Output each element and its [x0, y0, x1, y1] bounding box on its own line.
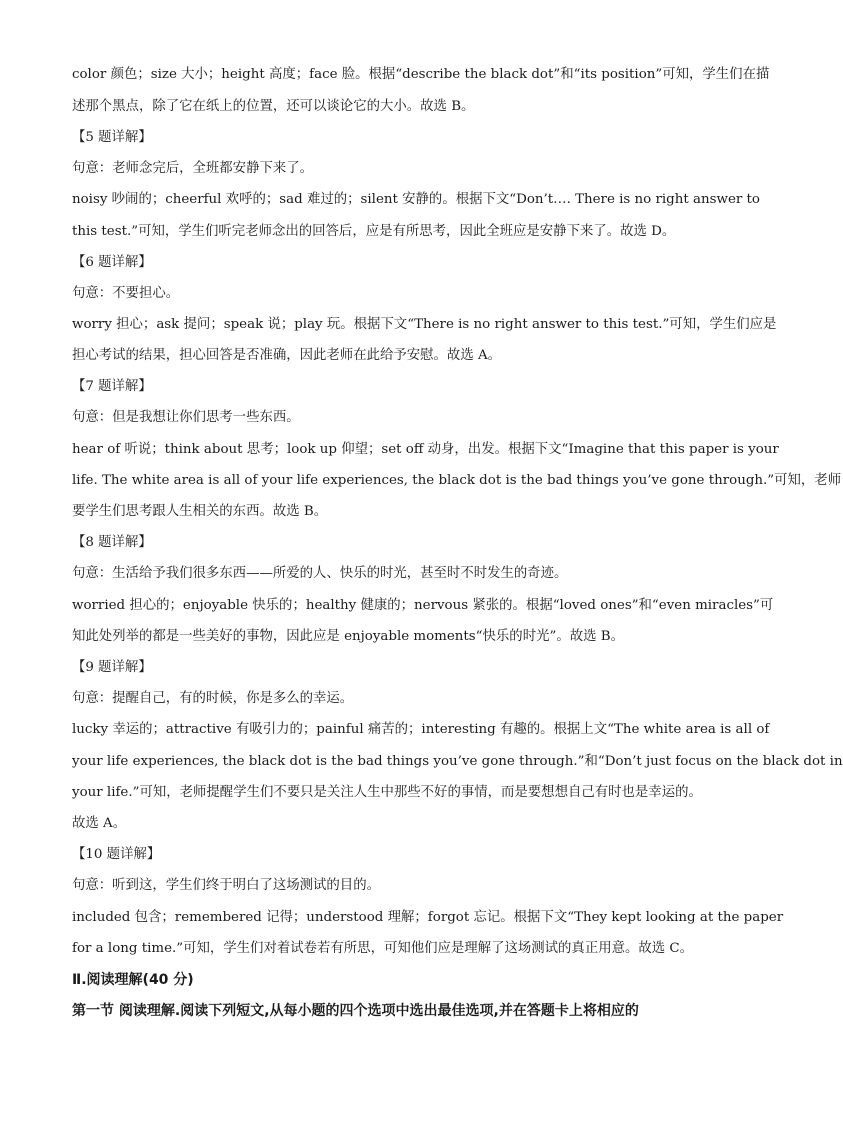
- paragraph-line: 句意：听到这，学生们终于明白了这场测试的目的。: [72, 878, 380, 893]
- paragraph-line: included 包含；remembered 记得；understood 理解；forgot 忘记。根据下文“They kept looking at the paper: [72, 910, 784, 925]
- paragraph-line: 句意：生活给予我们很多东西——所爱的人、快乐的时光，甚至时不时发生的奇迹。: [72, 566, 568, 581]
- paragraph-line: hear of 听说；think about 思考；look up 仰望；set off 动身，出发。根据下文“Imagine that this paper is your: [72, 442, 779, 457]
- question-heading: 【6 题详解】: [72, 255, 152, 270]
- paragraph-line: 担心考试的结果，担心回答是否准确，因此老师在此给予安慰。故选 A。: [72, 348, 502, 363]
- paragraph-line: 故选 A。: [72, 816, 127, 831]
- paragraph-line: this test.”可知，学生们听完老师念出的回答后，应是有所思考，因此全班应是安静下来了。故选 D。: [72, 224, 676, 239]
- paragraph-line: worried 担心的；enjoyable 快乐的；healthy 健康的；nervous 紧张的。根据“loved ones”和“even miracles”可: [72, 598, 774, 613]
- question-heading: 【8 题详解】: [72, 535, 152, 550]
- paragraph-line: 知此处列举的都是一些美好的事物，因此应是 enjoyable moments“快乐的时光”。故选 B。: [72, 629, 624, 644]
- paragraph-line: 要学生们思考跟人生相关的东西。故选 B。: [72, 504, 328, 519]
- paragraph-line: 句意：老师念完后，全班都安静下来了。: [72, 161, 314, 176]
- paragraph-line: for a long time.”可知，学生们对着试卷若有所思，可知他们应是理解了这场测试的真正用意。故选 C。: [72, 941, 694, 956]
- paragraph-line: 句意：提醒自己，有的时候，你是多么的幸运。: [72, 691, 354, 706]
- question-heading: 【5 题详解】: [72, 130, 152, 145]
- paragraph-line: 述那个黑点，除了它在纸上的位置，还可以谈论它的大小。故选 B。: [72, 99, 475, 114]
- paragraph-line: noisy 吵闹的；cheerful 欢呼的；sad 难过的；silent 安静的。根据下文“Don’t…. There is no right answer to: [72, 192, 760, 207]
- paragraph-line: your life experiences, the black dot is the bad things you’ve gone through.”和“Don’t just focus on the black dot in: [72, 754, 843, 769]
- paragraph-line: worry 担心；ask 提问；speak 说；play 玩。根据下文“There is no right answer to this test.”可知，学生们应是: [72, 317, 777, 332]
- paragraph-line: your life.”可知，老师提醒学生们不要只是关注人生中那些不好的事情，而是要想想自己有时也是幸运的。: [72, 785, 702, 800]
- paragraph-line: life. The white area is all of your life experiences, the black dot is the bad things you’ve gone through.”可知，老师: [72, 473, 842, 488]
- paragraph-line: 句意：但是我想让你们思考一些东西。: [72, 410, 300, 425]
- section-heading: Ⅱ.阅读理解(40 分): [72, 972, 194, 988]
- paragraph-line: 句意：不要担心。: [72, 286, 180, 301]
- paragraph-line: color 颜色；size 大小；height 高度；face 脸。根据“describe the black dot”和“its position”可知，学生们在描: [72, 67, 770, 82]
- question-heading: 【10 题详解】: [72, 847, 161, 862]
- question-heading: 【9 题详解】: [72, 660, 152, 675]
- paragraph-line: lucky 幸运的；attractive 有吸引力的；painful 痛苦的；interesting 有趣的。根据上文“The white area is all of: [72, 722, 770, 737]
- subsection-heading: 第一节 阅读理解.阅读下列短文,从每小题的四个选项中选出最佳选项,并在答题卡上将相应的: [72, 1003, 639, 1019]
- question-heading: 【7 题详解】: [72, 379, 152, 394]
